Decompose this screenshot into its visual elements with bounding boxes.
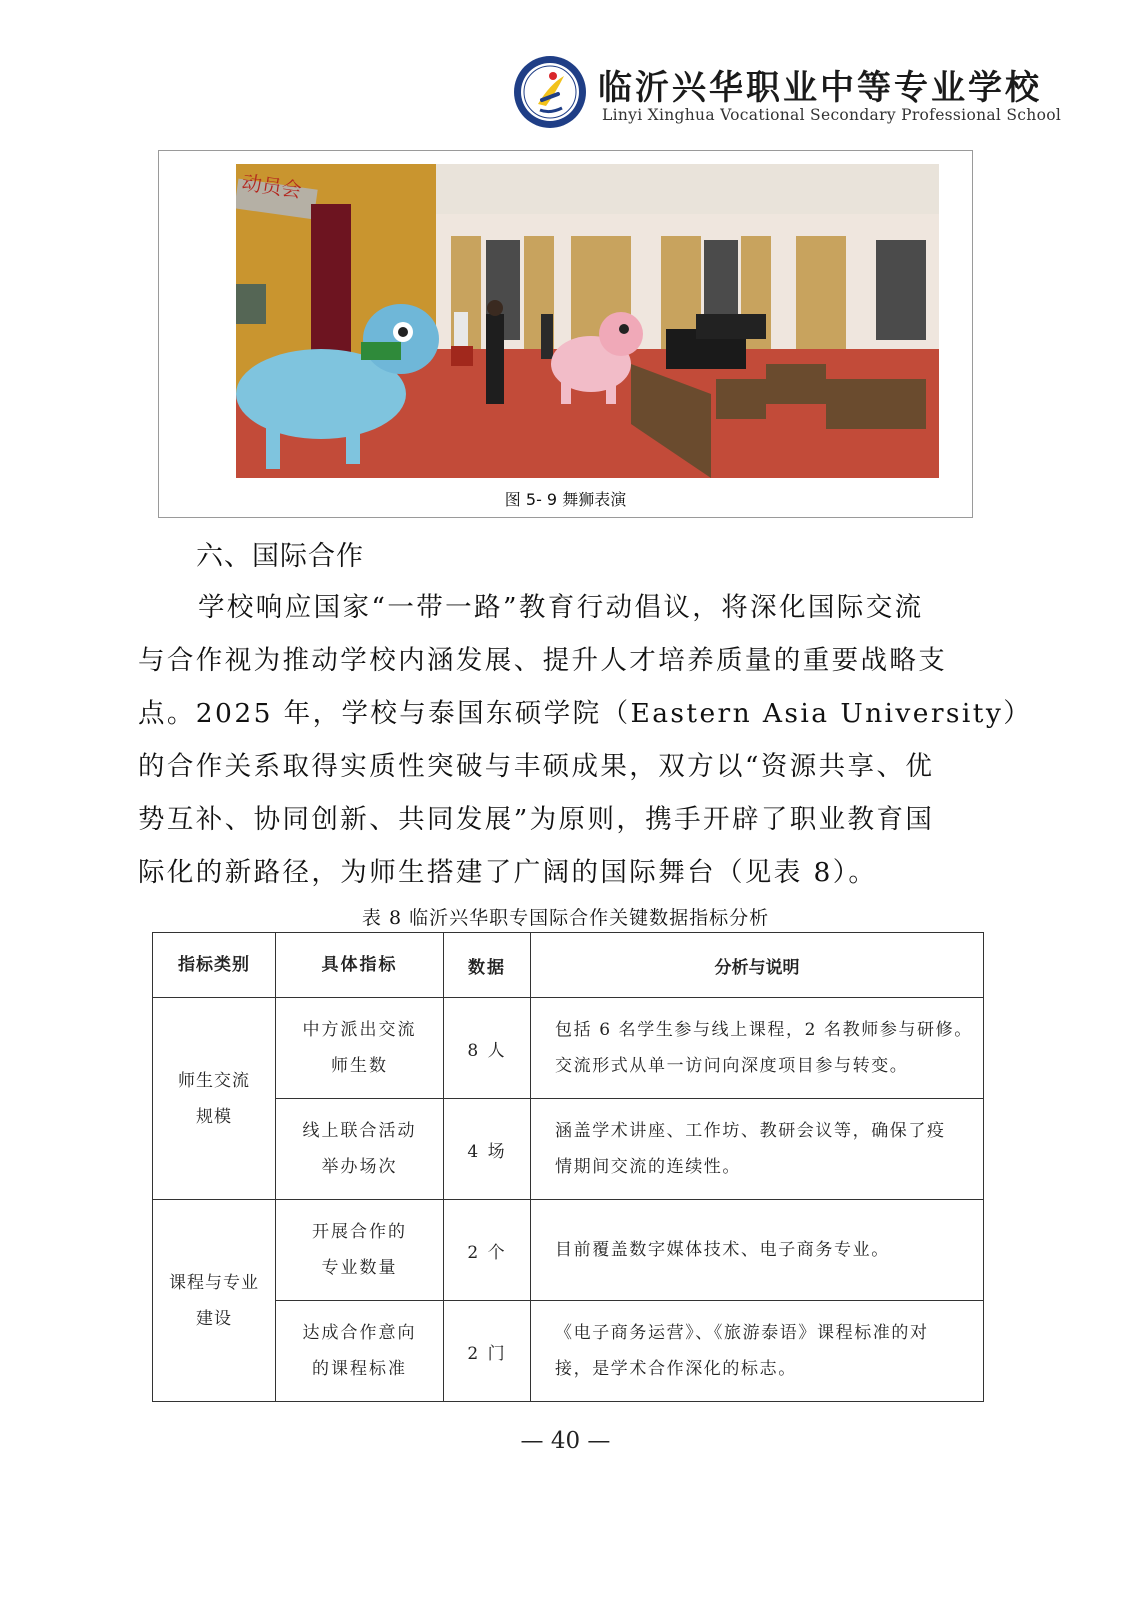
school-logo-icon	[512, 54, 588, 130]
indicator-cell	[276, 1200, 444, 1301]
indicator-cell	[276, 1099, 444, 1200]
data-table	[152, 932, 984, 1402]
header-category: 指标类别	[153, 933, 276, 998]
category-line: 规模	[196, 1106, 232, 1127]
paragraph-line: 际化的新路径，为师生搭建了广阔的国际舞台（见表 8）。	[138, 857, 878, 888]
indicator-line: 线上联合活动	[302, 1121, 417, 1141]
paragraph-line: 学校响应国家“一带一路”教育行动倡议，将深化国际交流	[198, 592, 924, 623]
indicator-line: 开展合作的	[312, 1222, 407, 1242]
value-cell: 2 门	[444, 1301, 531, 1402]
category-cell	[153, 998, 276, 1200]
page-number: — 40 —	[520, 1428, 611, 1454]
section-heading: 六、国际合作	[196, 541, 364, 572]
description-line: 《电子商务运营》、《旅游泰语》课程标准的对	[555, 1323, 929, 1343]
description-cell	[531, 1099, 984, 1200]
indicator-line: 的课程标准	[312, 1359, 407, 1379]
lion-dance-illustration	[236, 164, 939, 478]
category-line: 建设	[196, 1308, 232, 1329]
description-cell	[531, 998, 984, 1099]
paragraph-line: 与合作视为推动学校内涵发展、提升人才培养质量的重要战略支	[138, 645, 948, 676]
table-row	[153, 998, 984, 1099]
banner-text: 动员会	[240, 170, 304, 203]
category-line: 师生交流	[178, 1070, 250, 1091]
table-row	[153, 1301, 984, 1402]
header-value: 数据	[444, 933, 531, 998]
value-cell: 8 人	[444, 998, 531, 1099]
description-line: 包括 6 名学生参与线上课程，2 名教师参与研修。	[555, 1020, 973, 1040]
description-line: 情期间交流的连续性。	[555, 1157, 741, 1177]
description-line: 交流形式从单一访问向深度项目参与转变。	[555, 1056, 909, 1076]
description-line: 涵盖学术讲座、工作坊、教研会议等，确保了疫	[555, 1121, 946, 1141]
indicator-line: 中方派出交流	[302, 1020, 417, 1040]
table-row	[153, 1099, 984, 1200]
value-cell: 4 场	[444, 1099, 531, 1200]
table-row	[153, 1200, 984, 1301]
table-caption: 表 8 临沂兴华职专国际合作关键数据指标分析	[361, 907, 770, 929]
school-name-en: Linyi Xinghua Vocational Secondary Professional School	[602, 106, 1062, 124]
indicator-line: 举办场次	[321, 1157, 398, 1177]
body-paragraph	[138, 581, 1033, 899]
lion-dance-photo	[236, 164, 939, 478]
value-cell: 2 个	[444, 1200, 531, 1301]
figure-frame	[158, 150, 973, 518]
description-cell	[531, 1301, 984, 1402]
table-header-row	[153, 933, 984, 998]
indicator-cell	[276, 998, 444, 1099]
category-line: 课程与专业	[169, 1272, 259, 1293]
indicator-line: 专业数量	[321, 1258, 398, 1278]
indicator-line: 达成合作意向	[302, 1323, 417, 1343]
description-cell	[531, 1200, 984, 1301]
paragraph-line: 点。2025 年，学校与泰国东硕学院（Eastern Asia University）	[138, 698, 1033, 729]
description-line: 接，是学术合作深化的标志。	[555, 1359, 797, 1379]
category-cell	[153, 1200, 276, 1402]
paragraph-line: 的合作关系取得实质性突破与丰硕成果，双方以“资源共享、优	[138, 751, 935, 782]
header-description: 分析与说明	[531, 933, 984, 998]
school-name-cn: 临沂兴华职业中等专业学校	[598, 68, 1042, 108]
paragraph-line: 势互补、协同创新、共同发展”为原则，携手开辟了职业教育国	[138, 804, 935, 835]
page-header	[512, 52, 1072, 132]
figure-caption: 图 5- 9 舞狮表演	[504, 490, 627, 509]
description-line: 目前覆盖数字媒体技术、电子商务专业。	[555, 1240, 890, 1260]
indicator-cell	[276, 1301, 444, 1402]
indicator-line: 师生数	[331, 1056, 388, 1076]
header-indicator: 具体指标	[276, 933, 444, 998]
